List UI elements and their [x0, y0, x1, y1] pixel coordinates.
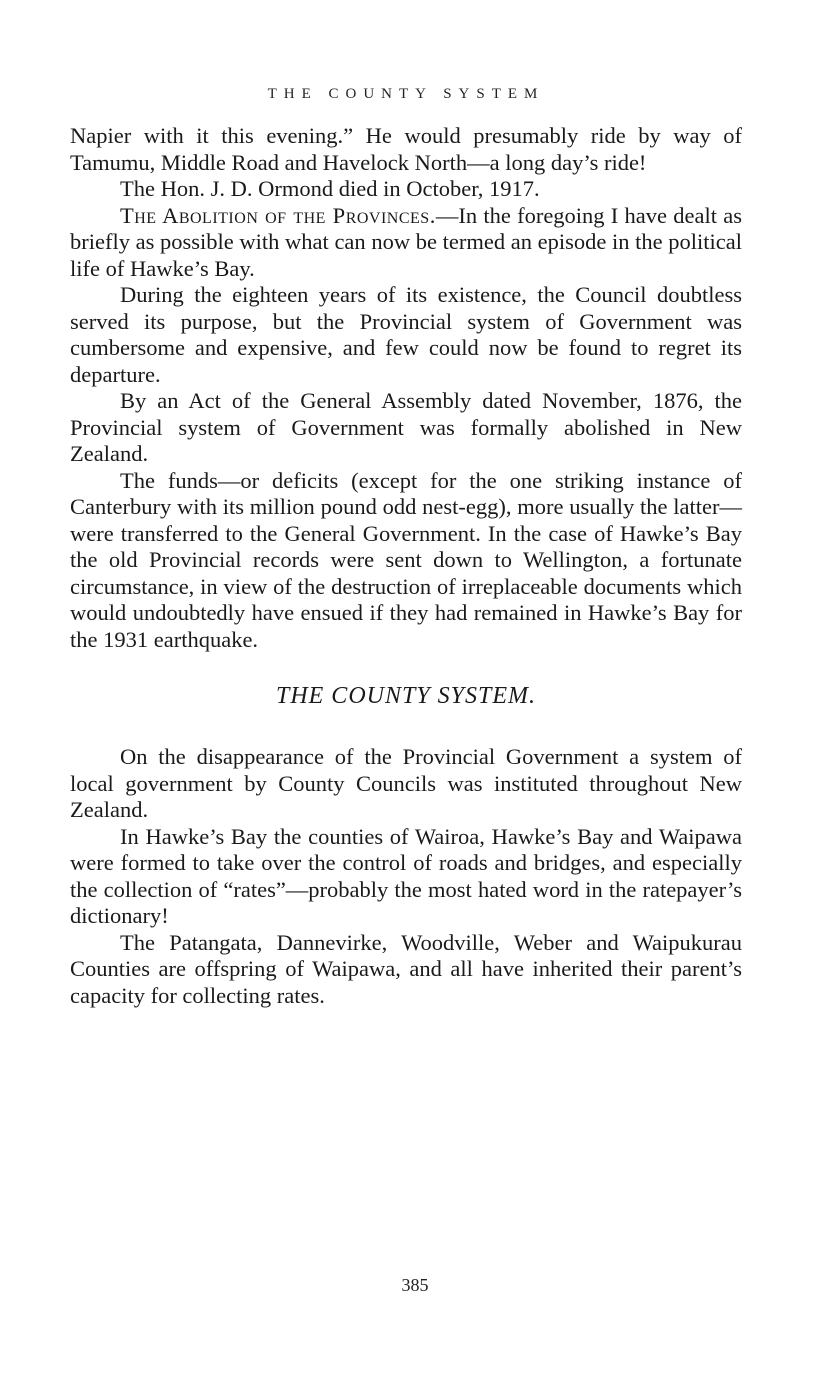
- section-title: THE COUNTY SYSTEM.: [275, 683, 537, 709]
- paragraph-5: By an Act of the General Assembly dated November, 1876, the Provincial system of Government was formally abolished in New Zealand.: [70, 388, 742, 466]
- paragraph-1: Napier with it this evening.” He would presumably ride by way of Tamumu, Middle Road and Havelock North—a long day’s ride!: [70, 123, 742, 175]
- paragraph-abolition: [70, 203, 742, 283]
- abolition-text: —In the foregoing I have dealt as briefly as possible with what can now be termed an episode in the political life of Hawke’s Bay.: [70, 202, 743, 281]
- abolition-heading: The Abolition of the Provinces.: [120, 202, 436, 228]
- page-number: 385: [401, 1275, 429, 1295]
- page-content: [70, 86, 742, 1009]
- section-paragraph-1: On the disappearance of the Provincial Government a system of local government by County Councils was instituted throughout New Zealand.: [70, 744, 742, 822]
- running-head: THE COUNTY SYSTEM: [267, 86, 545, 102]
- paragraph-2: The Hon. J. D. Ormond died in October, 1917.: [120, 176, 540, 201]
- section-paragraph-3: The Patangata, Dannevirke, Woodville, Weber and Waipukurau Counties are offspring of Waipawa, and all have inherited their parent’s capacity for collecting rates.: [70, 929, 742, 1008]
- paragraph-4: During the eighteen years of its existence, the Council doubtless served its purpose, but the Provincial system of Government was cumbersome and expensive, and few could now be found to regret its departure.: [70, 282, 742, 387]
- section-paragraph-2: In Hawke’s Bay the counties of Wairoa, Hawke’s Bay and Waipawa were formed to take over the control of roads and bridges, and especially the collection of “rates”—probably the most hated word in the ratepayer’s dictionary!: [70, 823, 742, 928]
- paragraph-6: The funds—or deficits (except for the one striking instance of Canterbury with its million pound odd nest-egg), more usually the latter—were transferred to the General Government. In the case of Hawke’s Bay the old Provincial records were sent down to Wellington, a fortunate circumstance, in view of the destruction of irreplaceable documents which would undoubtedly have ensued if they had remained in Hawke’s Bay for the 1931 earthquake.: [70, 467, 742, 652]
